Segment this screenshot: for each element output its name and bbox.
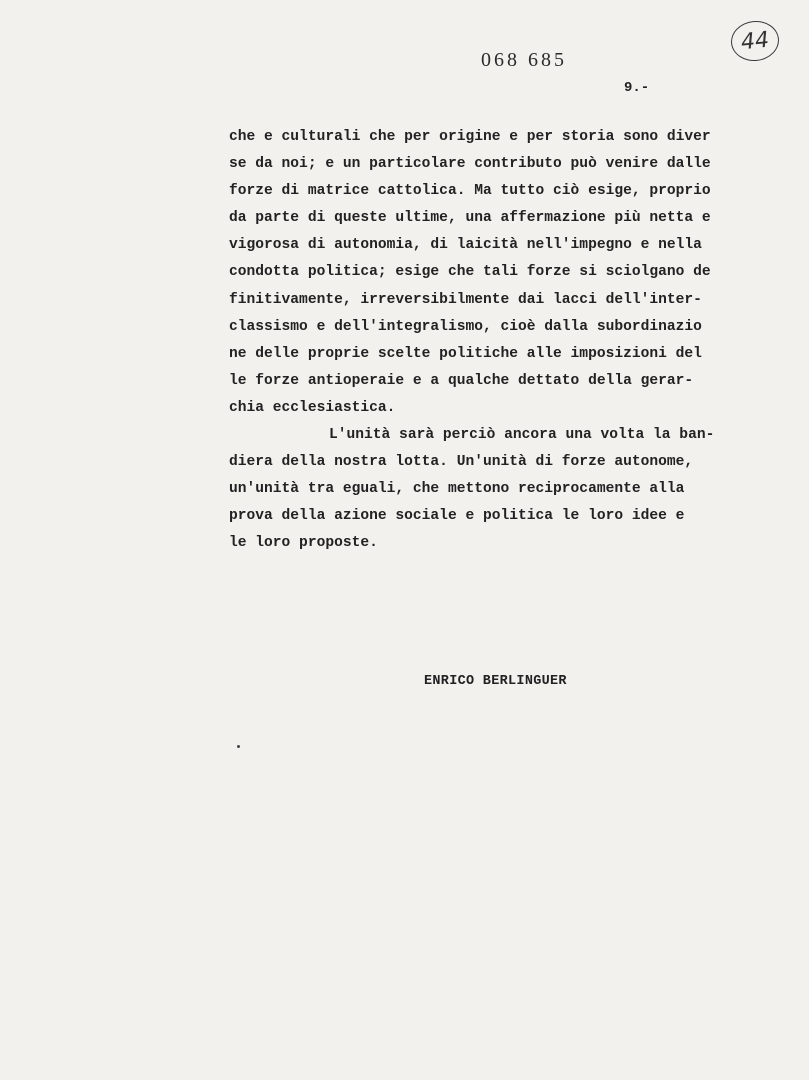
text-line: se da noi; e un particolare contributo può venire dalle bbox=[229, 156, 711, 173]
text-line: L'unità sarà perciò ancora una volta la ban- bbox=[329, 427, 715, 444]
paragraph-2 bbox=[229, 422, 789, 557]
text-line: un'unità tra eguali, che mettono reciprocamente alla bbox=[229, 481, 685, 498]
text-line: ne delle proprie scelte politiche alle imposizioni del bbox=[229, 345, 702, 362]
page-stamp bbox=[729, 19, 781, 64]
text-line: da parte di queste ultime, una affermazione più netta e bbox=[229, 210, 711, 227]
text-line: chia ecclesiastica. bbox=[229, 399, 396, 416]
text-line: le loro proposte. bbox=[229, 535, 378, 552]
text-line: forze di matrice cattolica. Ma tutto ciò esige, proprio bbox=[229, 183, 711, 200]
text-line: che e culturali che per origine e per storia sono diver bbox=[229, 129, 711, 145]
archive-number: 068 685 bbox=[481, 49, 567, 71]
text-line: classismo e dell'integralismo, cioè dalla subordinazio bbox=[229, 318, 702, 335]
text-line: finitivamente, irreversibilmente dai lacci dell'inter- bbox=[229, 291, 702, 308]
signature: ENRICO BERLINGUER bbox=[424, 674, 567, 689]
page-number: 9.- bbox=[624, 80, 650, 96]
stamp-number: 44 bbox=[739, 27, 771, 55]
letter-body bbox=[229, 124, 789, 558]
text-line: diera della nostra lotta. Un'unità di forze autonome, bbox=[229, 454, 694, 471]
text-line: prova della azione sociale e politica le loro idee e bbox=[229, 508, 685, 525]
paragraph-1 bbox=[229, 124, 789, 422]
text-line: vigorosa di autonomia, di laicità nell'impegno e nella bbox=[229, 237, 702, 254]
text-line: condotta politica; esige che tali forze si sciolgano de bbox=[229, 264, 711, 281]
paper-speck bbox=[237, 745, 240, 748]
text-line: le forze antioperaie e a qualche dettato della gerar- bbox=[229, 372, 694, 389]
